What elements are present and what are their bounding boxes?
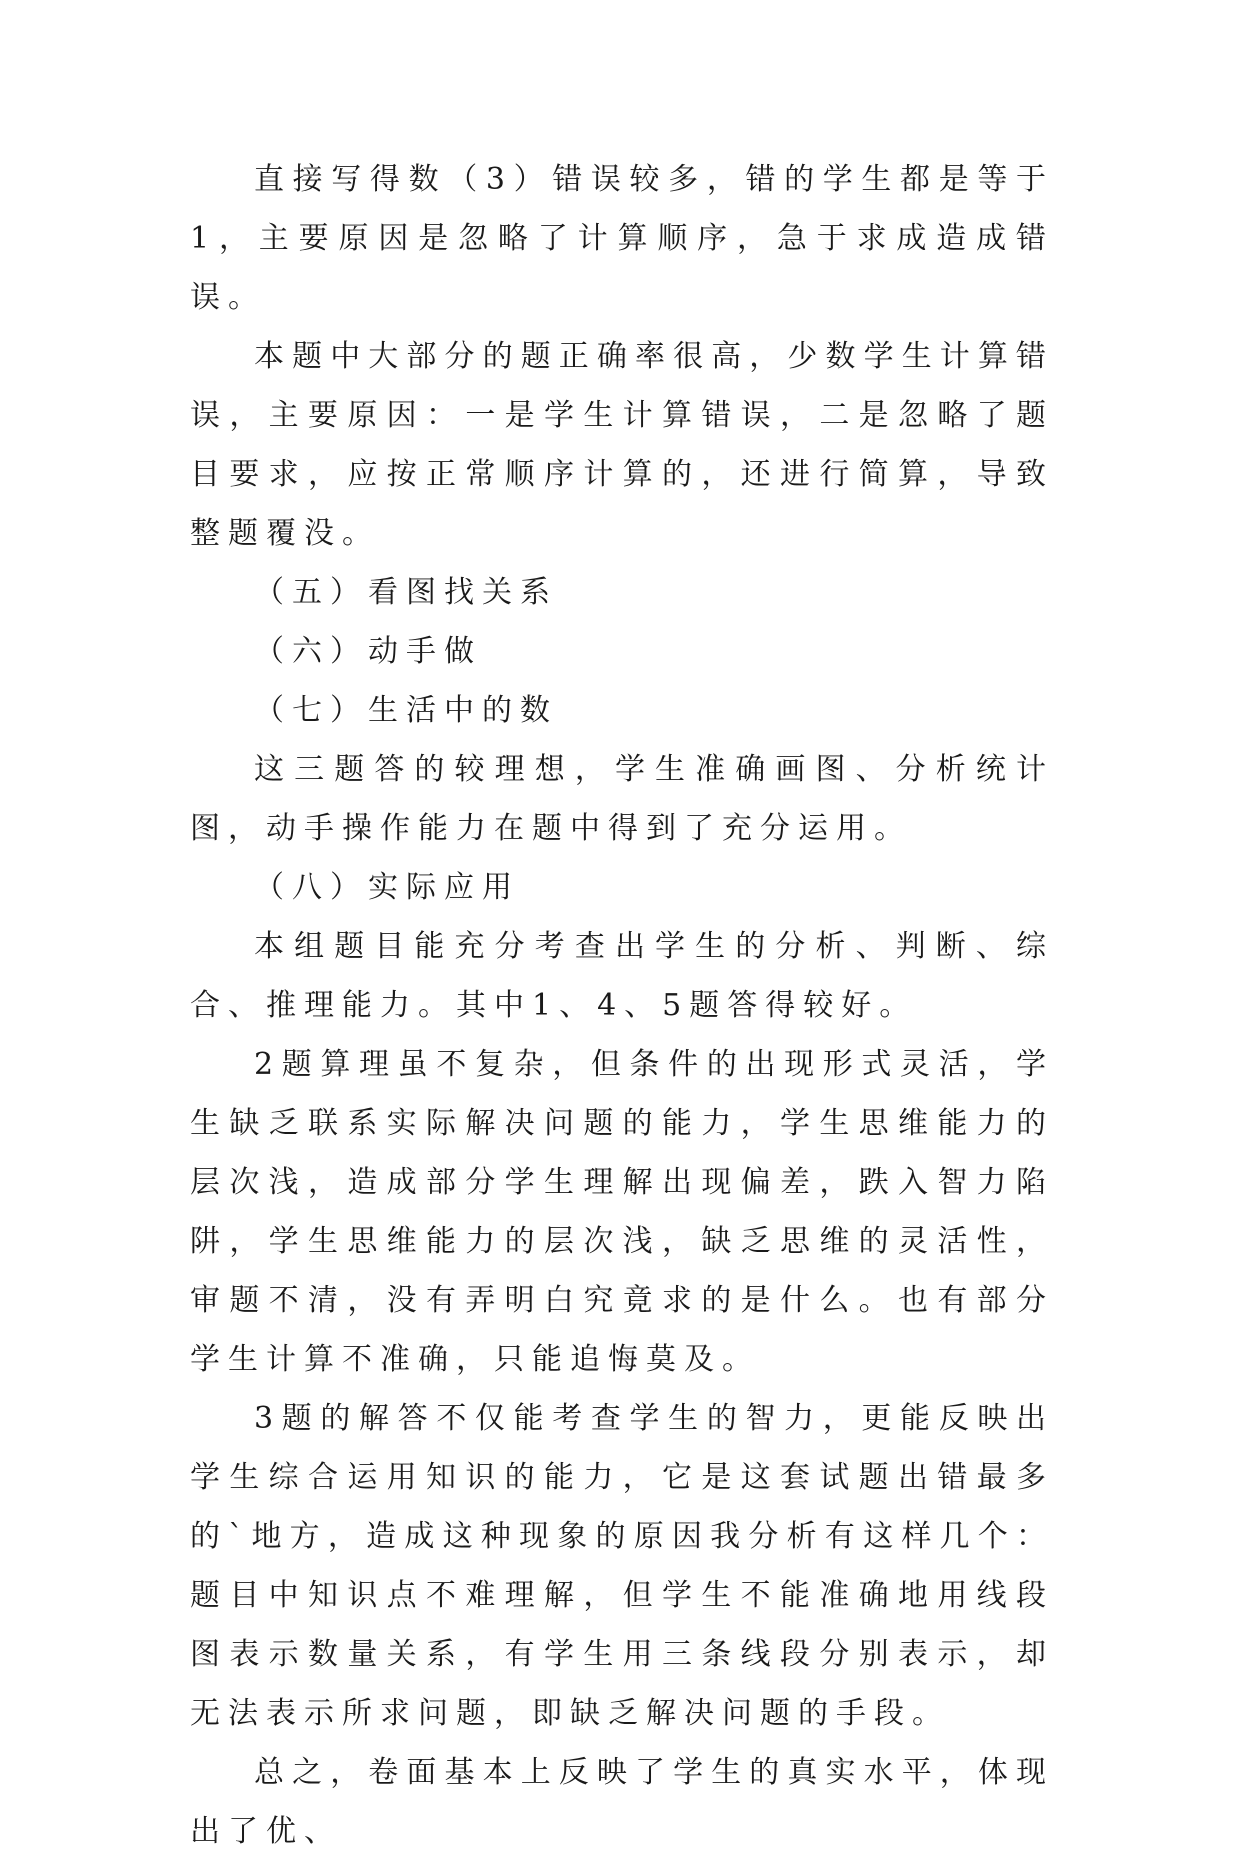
section-heading: （八）实际应用 [254,870,520,905]
paragraph: 这三题答的较理想，学生准确画图、分析统计图，动手操作能力在题中得到了充分运用。 [190,752,1054,846]
paragraph: 2题算理虽不复杂，但条件的出现形式灵活，学生缺乏联系实际解决问题的能力，学生思维能力的层次浅，造成部分学生理解出现偏差，跌入智力陷阱，学生思维能力的层次浅，缺乏思维的灵活性，审题不清，没有弄明白究竟求的是什么。也有部分学生计算不准确，只能追悔莫及。 [190,1047,1054,1377]
section-heading: （五）看图找关系 [254,575,558,610]
paragraph: 本组题目能充分考查出学生的分析、判断、综合、推理能力。其中1、4、5题答得较好。 [190,929,1054,1023]
paragraph: 直接写得数（3）错误较多，错的学生都是等于1，主要原因是忽略了计算顺序，急于求成造成错误。 [190,162,1054,315]
document-body [190,150,1054,1861]
section-heading: （六）动手做 [254,634,482,669]
paragraph: 本题中大部分的题正确率很高，少数学生计算错误，主要原因：一是学生计算错误，二是忽略了题目要求，应按正常顺序计算的，还进行简算，导致整题覆没。 [190,339,1054,551]
paragraph: 总之，卷面基本上反映了学生的真实水平，体现出了优、 [190,1755,1054,1849]
paragraph: 3题的解答不仅能考查学生的智力，更能反映出学生综合运用知识的能力，它是这套试题出错最多的`地方，造成这种现象的原因我分析有这样几个：题目中知识点不难理解，但学生不能准确地用线段图表示数量关系，有学生用三条线段分别表示，却无法表示所求问题，即缺乏解决问题的手段。 [190,1401,1054,1731]
section-heading: （七）生活中的数 [254,693,558,728]
